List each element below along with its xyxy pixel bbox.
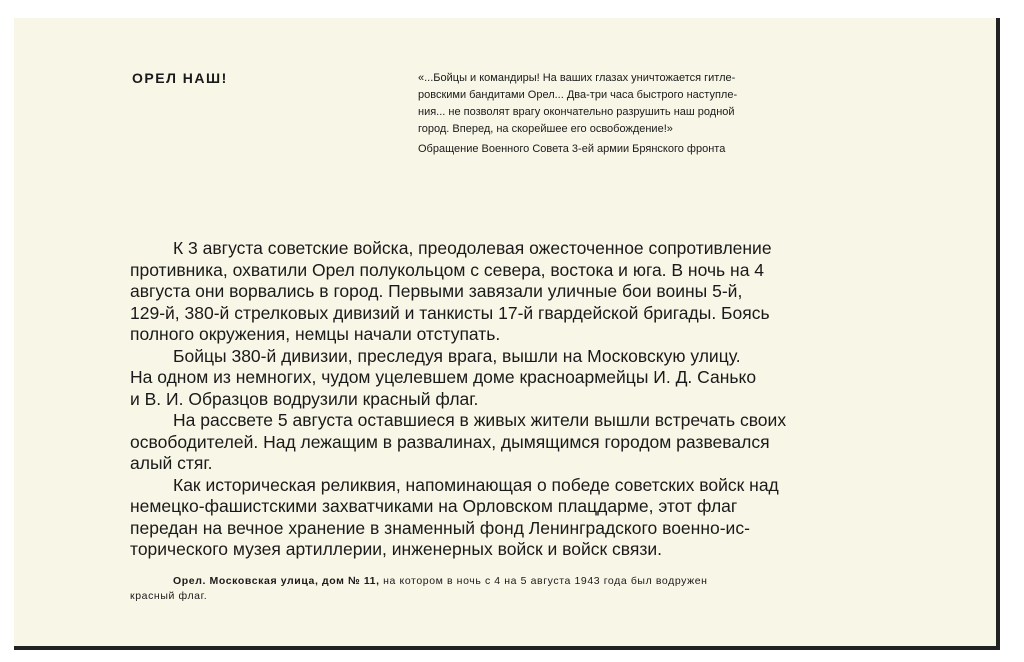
body-line: августа они ворвались в город. Первыми завязали уличные бои воины 5-й, xyxy=(130,281,743,301)
quote-source: Обращение Военного Совета 3-ей армии Брянского фронта xyxy=(418,143,726,155)
body-line: и В. И. Образцов водрузили красный флаг. xyxy=(130,388,479,409)
body-line: На рассвете 5 августа оставшиеся в живых жители вышли встречать своих xyxy=(173,410,787,430)
body-line: передан на вечное хранение в знаменный фонд Ленинградского военно-ис- xyxy=(130,517,750,538)
quote-line: город. Вперед, на скорейшее его освобождение!» xyxy=(418,123,673,135)
body-line: На одном из немногих, чудом уцелевшем доме красноармейцы И. Д. Санько xyxy=(130,367,757,387)
body-line: освободителей. Над лежащим в развалинах, дымящимся городом развевался xyxy=(130,431,770,452)
body-line: Бойцы 380-й дивизии, преследуя врага, вышли на Московскую улицу. xyxy=(173,345,741,366)
body-line: немецко-фашистскими захватчиками на Орловском плацдарме, этот флаг xyxy=(130,496,738,516)
quote-line: «...Бойцы и командиры! На ваших глазах уничтожается гитле- xyxy=(418,72,736,84)
photo-caption xyxy=(130,574,920,604)
body-line: полного окружения, немцы начали отступать. xyxy=(130,324,501,344)
quote-line: ровскими бандитами Орел... Два-три часа быстрого наступле- xyxy=(418,89,738,101)
body-line: торического музея артиллерии, инженерных войск и войск связи. xyxy=(130,539,662,559)
caption-bold: Орел. Московская улица, дом № 11, xyxy=(173,575,380,587)
caption-rest: на котором в ночь с 4 на 5 августа 1943 года был водружен xyxy=(379,575,708,587)
epigraph-quote xyxy=(418,70,906,158)
body-text xyxy=(130,238,910,561)
quote-line: ния... не позволят врагу окончательно разрушить наш родной xyxy=(418,106,735,118)
caption-line: красный флаг. xyxy=(130,590,208,602)
body-line: 129-й, 380-й стрелковых дивизий и танкисты 17-й гвардейской бригады. Боясь xyxy=(130,302,770,323)
body-line: К 3 августа советские войска, преодолевая ожесточенное сопротивление xyxy=(173,238,772,258)
card-title: ОРЕЛ НАШ! xyxy=(132,70,228,86)
postcard xyxy=(14,18,1000,650)
caption-line xyxy=(130,574,920,589)
body-line: Как историческая реликвия, напоминающая о победе советских войск над xyxy=(173,474,779,495)
body-line: алый стяг. xyxy=(130,453,213,473)
body-line: противника, охватили Орел полукольцом с севера, востока и юга. В ночь на 4 xyxy=(130,259,765,280)
